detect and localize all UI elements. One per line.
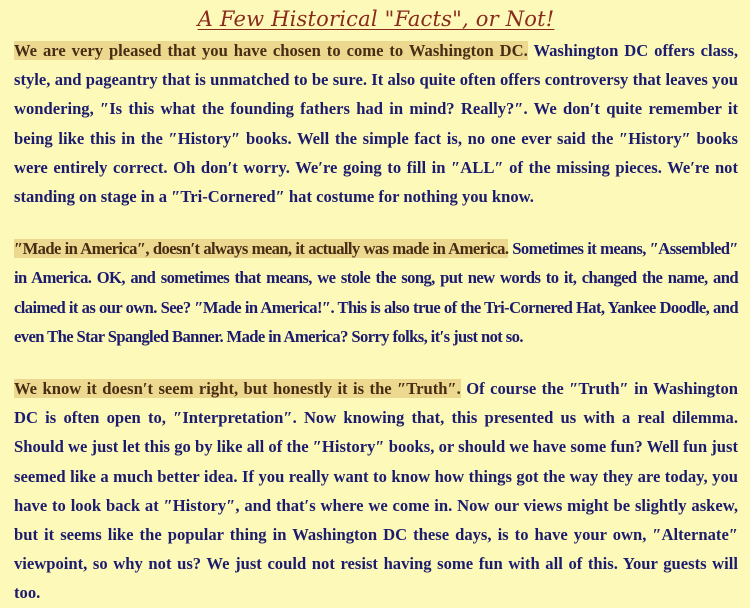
made-in-america-body: Sometimes it means, ″Assembled″ in America. OK, and sometimes that means, we stole the song, put new words to it, changed the name, and claimed it as our own. See? ″Made in America!″. This is also true of the Tri-Cornered Hat, Yankee Doodle, and even The Star Spangled Banner. Made in America? Sorry folks, it′s just not so. [14,239,738,346]
intro-highlight: We are very pleased that you have chosen to come to Washington DC. [14,41,528,60]
page-title: A Few Historical "Facts", or Not! [197,7,555,31]
truth-highlight: We know it doesn′t seem right, but honestly it is the ″Truth″. [14,379,461,399]
truth-body: Of course the ″Truth″ in Washington DC is often open to, ″Interpretation″. Now knowing that, this presented us with a real dilemma. Should we just let this go by like all of the ″History″ books, or should we have some fun? Well fun just seemed like a much better idea. If you really want to know how things got the way they are today, you have to look back at ″History″, and that′s where we come in. Now our views might be slightly askew, but it seems like the popular thing in Washington DC these days, is to have your own, ″Alternate″ viewpoint, so why not us? We just could not resist having some fun with all of this. Your guests will too. [14,379,738,603]
made-in-america-highlight: ″Made in America″, doesn′t always mean, it actually was made in America. [14,239,509,259]
intro-paragraph [14,36,738,211]
made-in-america-paragraph [14,234,738,351]
intro-body: Washington DC offers class, style, and pageantry that is unmatched to be sure. It also quite often offers controversy that leaves you wondering, ″Is this what the founding fathers had in mind? Really?″. We don′t quite remember it being like this in the ″History″ books. Well the simple fact is, no one ever said the ″History″ books were entirely correct. Oh don′t worry. We′re going to fill in ″ALL″ of the missing pieces. We′re not standing on stage in a ″Tri-Cornered″ hat costume for nothing you know. [14,41,739,207]
page-content [0,4,750,603]
